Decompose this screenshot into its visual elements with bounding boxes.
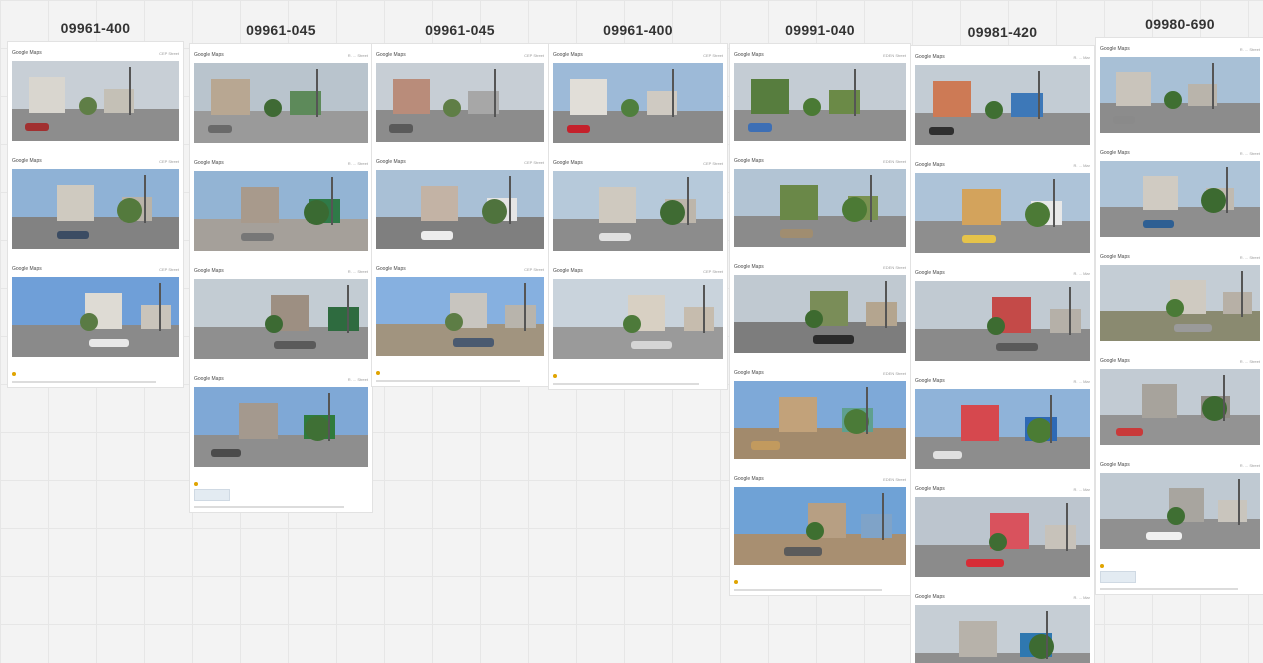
street-label: R. ... Street — [347, 268, 368, 274]
street-label: EDEN Street — [883, 476, 906, 482]
shot-footer — [1100, 133, 1260, 141]
screenshot-document[interactable] — [730, 44, 910, 595]
shot-header — [915, 265, 1090, 281]
street-view-shot[interactable] — [12, 261, 179, 365]
street-view-shot[interactable] — [915, 49, 1090, 153]
street-view-shot[interactable] — [376, 47, 544, 150]
shot-footer — [12, 249, 179, 257]
cep-column — [549, 16, 727, 389]
street-view-shot[interactable] — [1100, 41, 1260, 141]
street-label: R. ... Street — [347, 160, 368, 166]
screenshot-document[interactable] — [549, 44, 727, 389]
maps-brand-label: Google Maps — [915, 378, 945, 384]
maps-brand-label: Google Maps — [915, 162, 945, 168]
shot-header — [376, 154, 544, 170]
shot-header — [915, 589, 1090, 605]
street-photo[interactable] — [376, 277, 544, 356]
street-label: CEP Street — [703, 160, 723, 166]
shot-header — [194, 47, 368, 63]
street-view-shot[interactable] — [1100, 457, 1260, 557]
street-label: R. ... Mar — [1073, 594, 1090, 600]
street-photo[interactable] — [915, 497, 1090, 577]
shot-footer — [915, 361, 1090, 369]
street-label: R. ... Street — [1239, 150, 1260, 156]
shot-header — [553, 47, 723, 63]
street-label: CEP Street — [703, 268, 723, 274]
document-footer — [12, 369, 179, 383]
shot-header — [12, 153, 179, 169]
street-view-shot[interactable] — [553, 155, 723, 259]
street-photo[interactable] — [1100, 369, 1260, 445]
map-pin-icon — [734, 580, 738, 584]
street-label: R. ... Street — [347, 376, 368, 382]
maps-brand-label: Google Maps — [734, 264, 764, 270]
street-label: EDEN Street — [883, 264, 906, 270]
cep-column — [911, 18, 1094, 663]
street-label: R. ... Street — [347, 52, 368, 58]
maps-brand-label: Google Maps — [376, 159, 406, 165]
shot-footer — [553, 359, 723, 367]
shot-footer — [1100, 237, 1260, 245]
street-view-shot[interactable] — [194, 47, 368, 151]
map-pin-icon — [376, 371, 380, 375]
street-view-shot[interactable] — [1100, 249, 1260, 349]
street-view-shot[interactable] — [915, 589, 1090, 663]
shot-header — [915, 49, 1090, 65]
shot-footer — [915, 577, 1090, 585]
maps-brand-label: Google Maps — [553, 52, 583, 58]
cep-column — [190, 16, 372, 512]
street-view-shot[interactable] — [915, 481, 1090, 585]
street-photo[interactable] — [1100, 473, 1260, 549]
screenshot-document[interactable] — [372, 44, 548, 386]
maps-brand-label: Google Maps — [734, 52, 764, 58]
street-label: R. ... Street — [1239, 46, 1260, 52]
street-view-shot[interactable] — [734, 259, 906, 361]
shot-footer — [376, 142, 544, 150]
shot-footer — [1100, 445, 1260, 453]
footer-caption-line — [194, 506, 344, 508]
screenshot-document[interactable] — [1096, 38, 1263, 594]
shot-header — [553, 263, 723, 279]
footer-caption-line — [376, 380, 520, 382]
maps-brand-label: Google Maps — [1100, 358, 1130, 364]
shot-footer — [734, 565, 906, 573]
document-footer — [1100, 561, 1260, 590]
street-photo[interactable] — [194, 171, 368, 251]
street-label: EDEN Street — [883, 158, 906, 164]
shot-header — [734, 47, 906, 63]
maps-brand-label: Google Maps — [915, 486, 945, 492]
street-label: CEP Street — [159, 266, 179, 272]
street-label: CEP Street — [524, 266, 544, 272]
column-title: 09980-690 — [1145, 16, 1215, 32]
street-photo[interactable] — [376, 170, 544, 249]
street-view-shot[interactable] — [12, 153, 179, 257]
maps-brand-label: Google Maps — [734, 370, 764, 376]
street-label: CEP Street — [159, 158, 179, 164]
shot-footer — [376, 356, 544, 364]
shot-header — [194, 371, 368, 387]
shot-footer — [1100, 341, 1260, 349]
shot-footer — [376, 249, 544, 257]
maps-brand-label: Google Maps — [553, 160, 583, 166]
column-title: 09961-045 — [246, 22, 316, 38]
street-photo[interactable] — [734, 275, 906, 353]
shot-footer — [194, 143, 368, 151]
street-photo[interactable] — [194, 63, 368, 143]
shot-header — [1100, 249, 1260, 265]
shot-footer — [194, 359, 368, 367]
shot-footer — [915, 469, 1090, 477]
street-view-shot[interactable] — [12, 45, 179, 149]
shot-footer — [734, 459, 906, 467]
street-label: R. ... Street — [1239, 254, 1260, 260]
street-view-shot[interactable] — [915, 265, 1090, 369]
maps-brand-label: Google Maps — [915, 594, 945, 600]
shot-footer — [915, 145, 1090, 153]
street-photo[interactable] — [553, 171, 723, 251]
street-view-shot[interactable] — [915, 157, 1090, 261]
street-view-shot[interactable] — [376, 261, 544, 364]
screenshot-document[interactable] — [190, 44, 372, 512]
street-photo[interactable] — [1100, 161, 1260, 237]
maps-brand-label: Google Maps — [194, 160, 224, 166]
shot-footer — [194, 251, 368, 259]
footer-caption-line — [12, 381, 156, 383]
shot-footer — [734, 247, 906, 255]
column-title: 09991-040 — [785, 22, 855, 38]
street-label: CEP Street — [524, 159, 544, 165]
maps-brand-label: Google Maps — [915, 54, 945, 60]
shot-footer — [1100, 549, 1260, 557]
shot-footer — [12, 141, 179, 149]
street-view-shot[interactable] — [194, 371, 368, 475]
street-label: CEP Street — [524, 52, 544, 58]
street-label: R. ... Mar — [1073, 162, 1090, 168]
shot-header — [734, 471, 906, 487]
document-footer — [194, 479, 368, 508]
column-title: 09961-400 — [60, 20, 131, 36]
maps-brand-label: Google Maps — [12, 50, 42, 56]
map-pin-icon — [1100, 564, 1104, 568]
shot-footer — [734, 141, 906, 149]
shot-header — [1100, 457, 1260, 473]
maps-brand-label: Google Maps — [1100, 254, 1130, 260]
street-photo[interactable] — [734, 381, 906, 459]
street-photo[interactable] — [12, 169, 179, 249]
street-view-shot[interactable] — [376, 154, 544, 257]
footer-caption-line — [734, 589, 882, 591]
street-label: R. ... Mar — [1073, 378, 1090, 384]
maps-brand-label: Google Maps — [553, 268, 583, 274]
street-photo[interactable] — [1100, 265, 1260, 341]
street-view-shot[interactable] — [1100, 145, 1260, 245]
street-view-shot[interactable] — [734, 471, 906, 573]
shot-header — [376, 261, 544, 277]
shot-header — [12, 45, 179, 61]
street-photo[interactable] — [915, 281, 1090, 361]
street-label: CEP Street — [703, 52, 723, 58]
column-title: 09961-400 — [603, 22, 673, 38]
shot-footer — [915, 253, 1090, 261]
street-photo[interactable] — [915, 173, 1090, 253]
maps-brand-label: Google Maps — [734, 476, 764, 482]
street-label: CEP Street — [159, 50, 179, 56]
shot-footer — [553, 143, 723, 151]
maps-brand-label: Google Maps — [915, 270, 945, 276]
footer-caption-line — [1100, 588, 1238, 590]
street-photo[interactable] — [1100, 57, 1260, 133]
street-photo[interactable] — [376, 63, 544, 142]
street-view-shot[interactable] — [553, 263, 723, 367]
street-label: R. ... Street — [1239, 462, 1260, 468]
screenshot-document[interactable] — [911, 46, 1094, 663]
shot-header — [194, 263, 368, 279]
maps-brand-label: Google Maps — [376, 52, 406, 58]
maps-brand-label: Google Maps — [194, 268, 224, 274]
shot-footer — [194, 467, 368, 475]
shot-footer — [553, 251, 723, 259]
street-photo[interactable] — [734, 487, 906, 565]
street-photo[interactable] — [553, 279, 723, 359]
shot-header — [734, 259, 906, 275]
screenshot-document[interactable] — [8, 42, 183, 387]
maps-brand-label: Google Maps — [1100, 46, 1130, 52]
document-footer — [376, 368, 544, 382]
street-label: R. ... Street — [1239, 358, 1260, 364]
map-pin-icon — [553, 374, 557, 378]
street-label: R. ... Mar — [1073, 54, 1090, 60]
shot-header — [1100, 353, 1260, 369]
document-footer — [553, 371, 723, 385]
maps-brand-label: Google Maps — [734, 158, 764, 164]
maps-brand-label: Google Maps — [376, 266, 406, 272]
column-title: 09961-045 — [425, 22, 495, 38]
mini-map-thumbnail — [194, 489, 230, 501]
maps-brand-label: Google Maps — [1100, 462, 1130, 468]
shot-header — [1100, 41, 1260, 57]
street-photo[interactable] — [12, 277, 179, 357]
street-photo[interactable] — [12, 61, 179, 141]
column-title: 09981-420 — [967, 24, 1038, 40]
street-view-shot[interactable] — [1100, 353, 1260, 453]
street-photo[interactable] — [734, 63, 906, 141]
map-pin-icon — [12, 372, 16, 376]
shot-header — [734, 153, 906, 169]
street-view-shot[interactable] — [734, 153, 906, 255]
map-pin-icon — [194, 482, 198, 486]
street-view-shot[interactable] — [553, 47, 723, 151]
shot-header — [734, 365, 906, 381]
street-view-shot[interactable] — [194, 263, 368, 367]
shot-header — [915, 373, 1090, 389]
shot-header — [12, 261, 179, 277]
street-photo[interactable] — [915, 389, 1090, 469]
shot-header — [553, 155, 723, 171]
maps-brand-label: Google Maps — [194, 52, 224, 58]
maps-brand-label: Google Maps — [12, 158, 42, 164]
footer-caption-line — [553, 383, 699, 385]
street-photo[interactable] — [194, 387, 368, 467]
cep-column — [372, 16, 548, 386]
street-view-shot[interactable] — [915, 373, 1090, 477]
street-label: EDEN Street — [883, 52, 906, 58]
shot-footer — [12, 357, 179, 365]
street-photo[interactable] — [915, 605, 1090, 663]
street-photo[interactable] — [194, 279, 368, 359]
shot-header — [376, 47, 544, 63]
street-view-shot[interactable] — [734, 47, 906, 149]
street-view-shot[interactable] — [734, 365, 906, 467]
document-footer — [734, 577, 906, 591]
shot-footer — [734, 353, 906, 361]
street-view-shot[interactable] — [194, 155, 368, 259]
cep-column — [730, 16, 910, 595]
street-label: EDEN Street — [883, 370, 906, 376]
street-label: R. ... Mar — [1073, 270, 1090, 276]
mini-map-thumbnail — [1100, 571, 1136, 583]
street-photo[interactable] — [915, 65, 1090, 145]
shot-header — [915, 481, 1090, 497]
cep-column — [1096, 10, 1263, 594]
maps-brand-label: Google Maps — [194, 376, 224, 382]
street-photo[interactable] — [553, 63, 723, 143]
shot-header — [194, 155, 368, 171]
shot-header — [915, 157, 1090, 173]
cep-column — [8, 14, 183, 387]
street-label: R. ... Mar — [1073, 486, 1090, 492]
maps-brand-label: Google Maps — [1100, 150, 1130, 156]
shot-header — [1100, 145, 1260, 161]
maps-brand-label: Google Maps — [12, 266, 42, 272]
street-photo[interactable] — [734, 169, 906, 247]
